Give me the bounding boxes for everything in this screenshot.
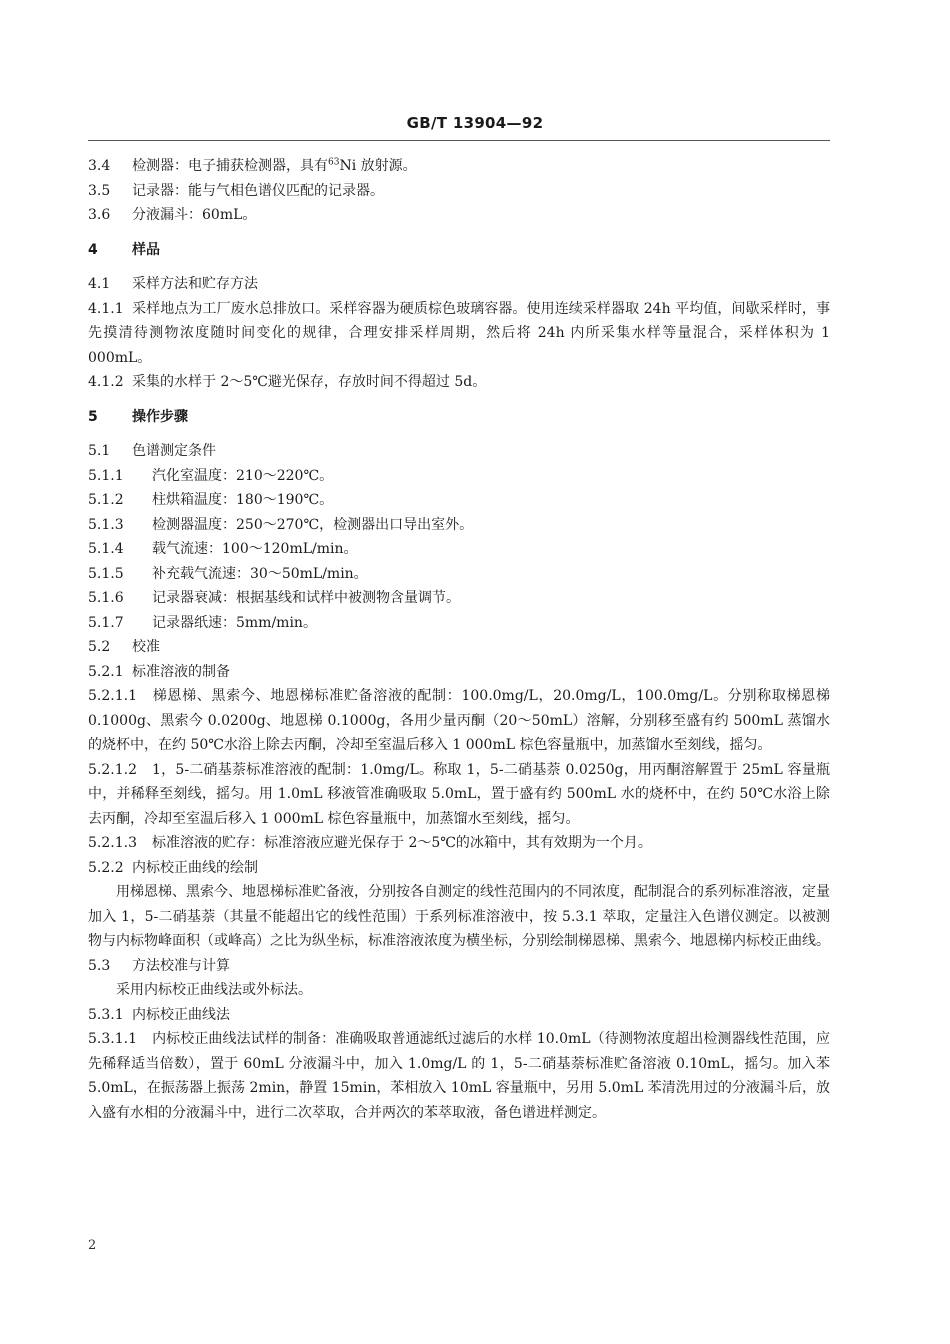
clause-text: 记录器衰减：根据基线和试样中被测物含量调节。 [152,590,460,606]
clause-text: 采集的水样于 2～5℃避光保存，存放时间不得超过 5d。 [132,374,487,390]
clause-text: 内标校正曲线法 [132,1006,230,1023]
clause-5-1-5 [88,562,830,587]
clause-5-1 [88,439,830,464]
clause-3-4 [88,154,830,179]
clause-text: 采样地点为工厂废水总排放口。采样容器为硬质棕色玻璃容器。使用连续采样器取 24h 平均值，间歇采样时，事先摸清待测物浓度随时间变化的规律，合理安排采样周期，然后将 24h 内所采集水样等量混合，采样体积为 1 000mL。 [88,300,830,366]
clause-number: 3.4 [88,158,111,174]
clause-number: 4.1 [88,276,111,292]
clause-text: 校准 [132,639,160,655]
clause-number: 5.2.1.1 [88,688,137,704]
clause-5-1-7 [88,611,830,636]
clause-text: 标准溶液的制备 [132,663,230,680]
clause-number: 4.1.2 [88,374,124,390]
section-number: 5 [88,408,98,425]
clause-5-2-1-1 [88,684,830,758]
clause-text: 采样方法和贮存方法 [132,276,258,292]
clause-5-1-2 [88,488,830,513]
clause-3-6 [88,203,830,228]
clause-5-1-1 [88,464,830,489]
clause-text: 补充载气流速：30～50mL/min。 [152,565,368,582]
clause-text: 梯恩梯、黑索今、地恩梯标准贮备溶液的配制：100.0mg/L，20.0mg/L，100.0mg/L。分别称取梯恩梯 0.1000g、黑索今 0.0200g、地恩梯 0.1000g，各用少量丙酮（20～50mL）溶解，分别移至盛有约 500mL 蒸馏水的烧杯中，在约 50℃水浴上除去丙酮，冷却至室温后移入 1 000mL 棕色容量瓶中，加蒸馏水至刻线，摇匀。 [88,688,830,753]
paragraph-5-2-2: 用梯恩梯、黑索今、地恩梯标准贮备液，分别按各自测定的线性范围内的不同浓度，配制混合的系列标准溶液，定量加入 1，5-二硝基萘（其量不能超出它的线性范围）于系列标准溶液中，按 5.3.1 萃取，定量注入色谱仪测定。以被测物与内标物峰面积（或峰高）之比为纵坐标，标准溶液浓度为横坐标，分别绘制梯恩梯、黑索今、地恩梯内标校正曲线。 [88,884,830,949]
clause-number: 5.1.7 [88,614,124,631]
standard-number-header: GB/T 13904—92 [406,114,544,132]
clause-5-1-4 [88,537,830,562]
clause-number: 5.3.1 [88,1006,124,1023]
clause-number: 5.2 [88,639,111,655]
clause-5-2 [88,635,830,660]
section-number: 4 [88,241,98,258]
clause-text: 记录器：能与气相色谱仪匹配的记录器。 [132,182,384,199]
clause-text: 柱烘箱温度：180～190℃。 [152,492,334,508]
clause-number: 5.2.2 [88,859,124,876]
clause-text: 色谱测定条件 [132,443,216,459]
clause-5-3 [88,954,830,979]
clause-text: 标准溶液的贮存：标准溶液应避光保存于 2～5℃的冰箱中，其有效期为一个月。 [152,835,652,851]
clause-number: 5.2.1 [88,663,124,680]
clause-4-1-1 [88,297,830,371]
clause-text: 载气流速：100～120mL/min。 [152,541,358,557]
section-title: 样品 [132,241,160,258]
clause-5-2-1-3 [88,831,830,856]
clause-number: 5.1.6 [88,590,124,606]
clause-3-5 [88,179,830,204]
clause-number: 5.3 [88,957,111,974]
paragraph-5-3: 采用内标校正曲线法或外标法。 [116,982,312,998]
clause-number: 3.5 [88,182,111,199]
clause-text: 记录器纸速：5mm/min。 [152,614,317,631]
clause-text: 检测器温度：250～270℃，检测器出口导出室外。 [152,516,474,533]
clause-5-1-6 [88,586,830,611]
clause-text: 检测器：电子捕获检测器，具有 [132,158,328,174]
clause-number: 5.2.1.3 [88,835,137,851]
clause-5-1-3 [88,513,830,538]
page-number: 2 [88,1238,97,1253]
clause-number: 5.3.1.1 [88,1031,137,1047]
header-rule [88,140,830,141]
clause-5-3-1-1 [88,1027,830,1125]
clause-number: 5.1.4 [88,541,124,557]
clause-4-1-2 [88,370,830,395]
clause-number: 5.1.3 [88,516,124,533]
clause-5-3-1 [88,1003,830,1028]
clause-number: 5.1.1 [88,467,124,484]
clause-number: 5.1.2 [88,492,124,508]
section-4-heading [88,238,830,263]
clause-5-2-1 [88,660,830,685]
isotope-superscript: 63 [328,157,340,168]
section-title: 操作步骤 [132,408,188,425]
clause-4-1 [88,272,830,297]
clause-text: 汽化室温度：210～220℃。 [152,467,334,484]
clause-number: 4.1.1 [88,300,124,317]
clause-text-cont: Ni 放射源。 [339,158,417,174]
clause-number: 5.2.1.2 [88,761,137,778]
clause-5-2-1-2 [88,758,830,832]
clause-number: 3.6 [88,207,111,223]
document-body [88,154,830,1125]
section-5-heading [88,405,830,430]
clause-number: 5.1.5 [88,565,124,582]
clause-text: 分液漏斗：60mL。 [132,207,257,223]
clause-number: 5.1 [88,443,111,459]
clause-text: 内标校正曲线的绘制 [132,859,258,876]
clause-text: 内标校正曲线法试样的制备：准确吸取普通滤纸过滤后的水样 10.0mL（待测物浓度超出检测器线性范围，应先稀释适当倍数），置于 60mL 分液漏斗中，加入 1.0mg/L 的 1，5-二硝基萘标准贮备溶液 0.10mL，摇匀。加入苯 5.0mL，在振荡器上振荡 2min，静置 15min，苯相放入 10mL 容量瓶中，另用 5.0mL 苯清洗用过的分液漏斗后，放入盛有水相的分液漏斗中，进行二次萃取，合并两次的苯萃取液，备色谱进样测定。 [88,1031,830,1121]
clause-text: 1，5-二硝基萘标准溶液的配制：1.0mg/L。称取 1，5-二硝基萘 0.0250g，用丙酮溶解置于 25mL 容量瓶中，并稀释至刻线，摇匀。用 1.0mL 移液管准确吸取 5.0mL，置于盛有约 500mL 水的烧杯中，在约 50℃水浴上除去丙酮，冷却至室温后移入 1 000mL 棕色容量瓶中，加蒸馏水至刻线，摇匀。 [88,761,830,827]
clause-5-2-2 [88,856,830,881]
clause-text: 方法校准与计算 [132,957,230,974]
